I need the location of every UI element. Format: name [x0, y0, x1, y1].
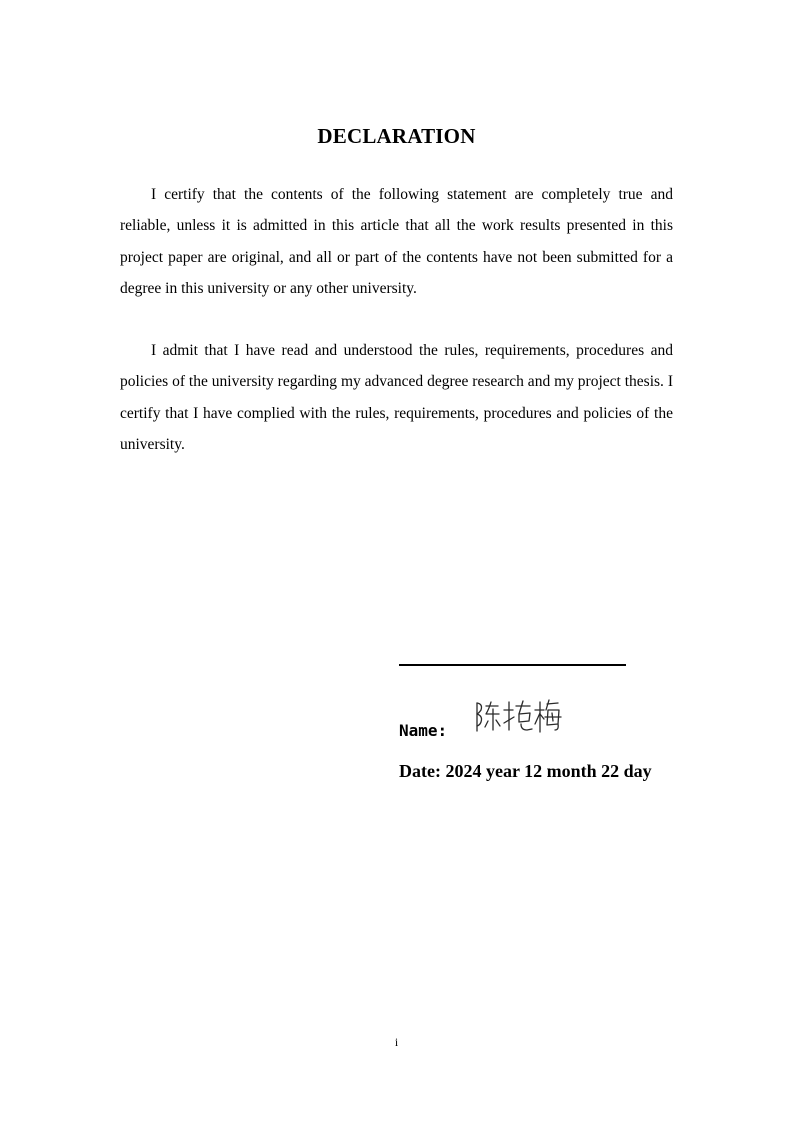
- signature-line: [399, 664, 626, 666]
- name-label: Name:: [399, 721, 448, 740]
- declaration-paragraph-1: I certify that the contents of the following statement are completely true and reliable, unless it is admitted in this article that all the work results presented in this project paper are original, and all or part of the contents have not been submitted for a degree in this university or any other university.: [120, 186, 673, 297]
- page-number: i: [394, 1035, 399, 1049]
- handwritten-signature: [472, 697, 564, 739]
- declaration-paragraph-2: I admit that I have read and understood the rules, requirements, procedures and policies of the university regarding my advanced degree research and my project thesis. I certify that I have complied with the rules, requirements, procedures and policies of the university.: [120, 342, 673, 453]
- signature-date: Date: 2024 year 12 month 22 day: [399, 761, 652, 781]
- page-title: DECLARATION: [317, 124, 476, 148]
